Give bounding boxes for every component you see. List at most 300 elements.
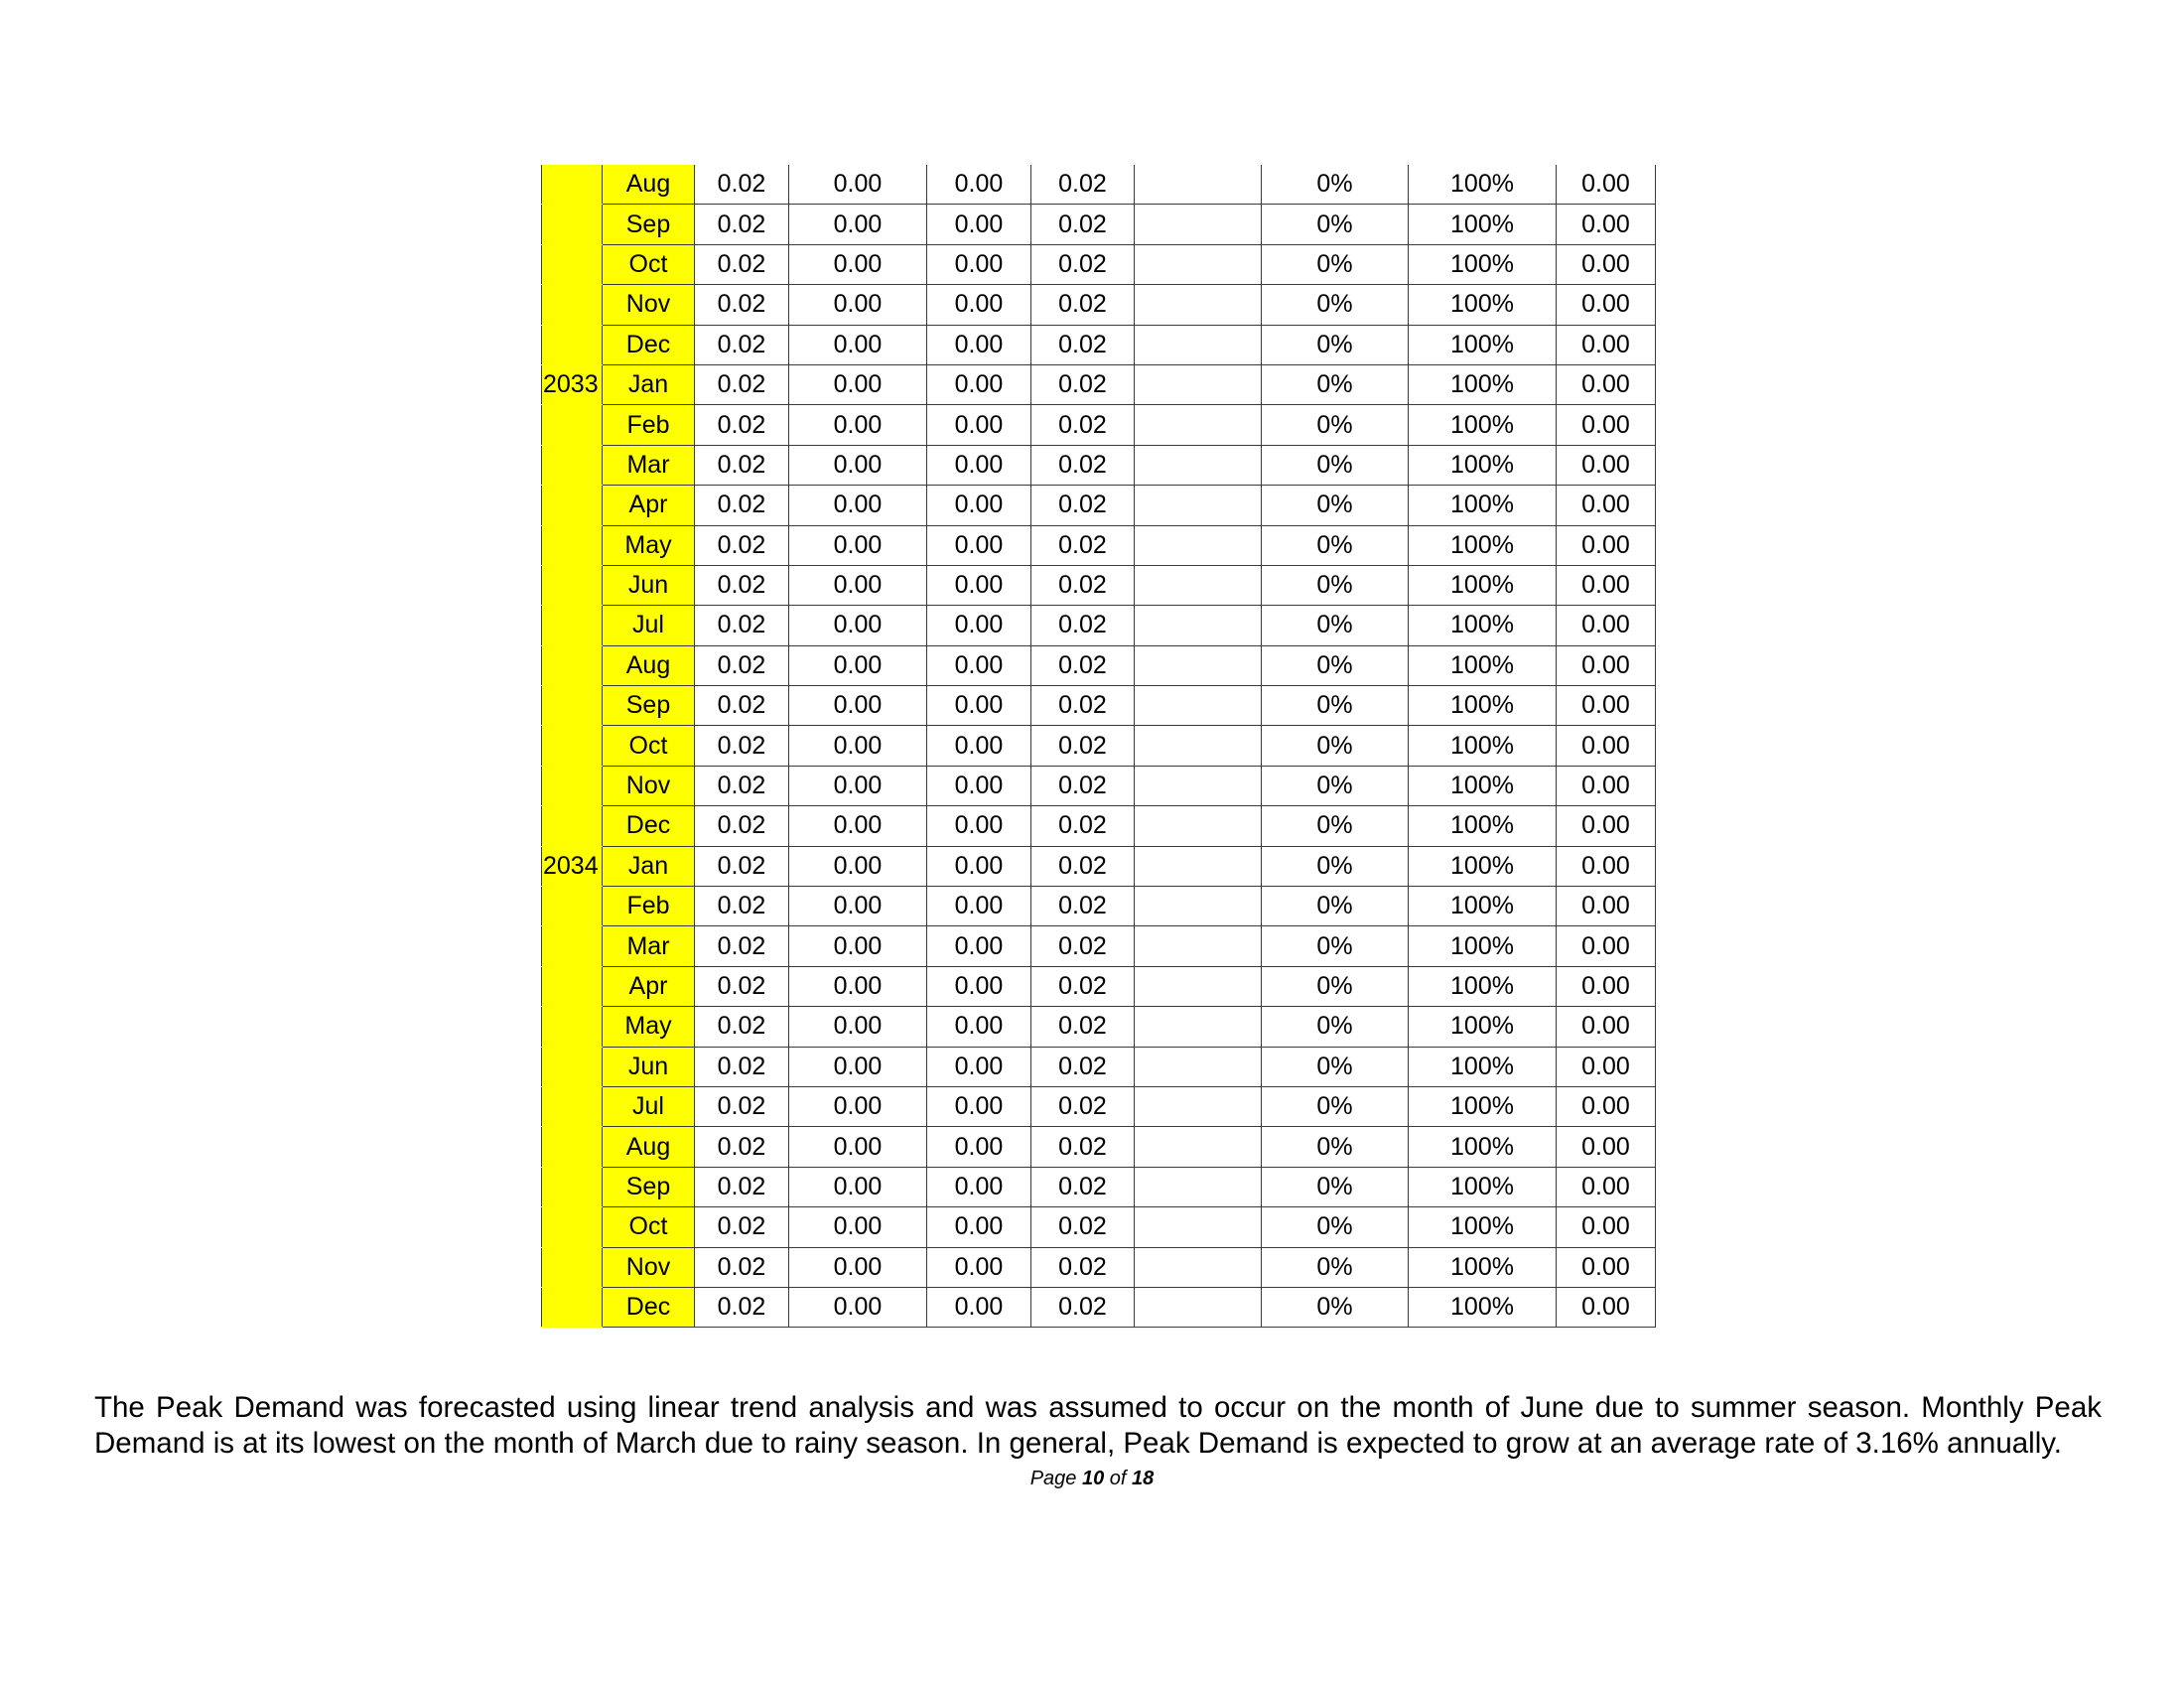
value-cell: 0.00 [927, 1287, 1031, 1327]
value-cell: 100% [1409, 1086, 1557, 1126]
table-row [542, 486, 1656, 525]
value-cell: 100% [1409, 1207, 1557, 1247]
value-cell: 100% [1409, 1167, 1557, 1206]
value-cell: 100% [1409, 806, 1557, 846]
value-cell: 0.02 [695, 1207, 789, 1247]
year-cell [542, 1127, 603, 1167]
value-cell: 0% [1262, 926, 1409, 966]
forecast-table-container [541, 165, 1656, 1328]
value-cell: 0.00 [1557, 606, 1656, 645]
value-cell: 0.00 [1557, 165, 1656, 205]
value-cell: 0.00 [789, 1287, 927, 1327]
value-cell: 0% [1262, 565, 1409, 605]
value-cell: 0.02 [695, 966, 789, 1006]
value-cell: 0.02 [695, 1167, 789, 1206]
value-cell: 0.02 [1031, 1007, 1135, 1047]
value-cell: 0.00 [1557, 205, 1656, 244]
year-cell [542, 525, 603, 565]
value-cell: 0.00 [927, 806, 1031, 846]
value-cell [1135, 565, 1262, 605]
value-cell: 0.00 [1557, 1047, 1656, 1086]
value-cell: 0.02 [695, 1127, 789, 1167]
value-cell: 0.00 [789, 1007, 927, 1047]
value-cell: 0.00 [1557, 686, 1656, 726]
month-cell: Apr [603, 966, 695, 1006]
value-cell: 0.02 [1031, 1207, 1135, 1247]
month-cell: Dec [603, 1287, 695, 1327]
page-prefix: Page [1029, 1468, 1082, 1489]
value-cell [1135, 525, 1262, 565]
value-cell: 0.02 [1031, 846, 1135, 886]
value-cell: 100% [1409, 726, 1557, 766]
table-row [542, 325, 1656, 364]
value-cell: 0% [1262, 364, 1409, 404]
value-cell: 0.00 [927, 887, 1031, 926]
value-cell: 0.00 [927, 1247, 1031, 1287]
value-cell: 0.00 [1557, 1167, 1656, 1206]
value-cell: 0.00 [1557, 1007, 1656, 1047]
year-cell [542, 285, 603, 325]
value-cell [1135, 405, 1262, 445]
year-cell [542, 1247, 603, 1287]
value-cell: 100% [1409, 486, 1557, 525]
value-cell [1135, 766, 1262, 805]
table-row [542, 966, 1656, 1006]
value-cell: 0.00 [1557, 645, 1656, 685]
value-cell: 0.00 [1557, 325, 1656, 364]
value-cell: 0.02 [1031, 405, 1135, 445]
month-cell: Sep [603, 686, 695, 726]
year-cell [542, 1047, 603, 1086]
value-cell [1135, 606, 1262, 645]
value-cell: 0.02 [1031, 165, 1135, 205]
value-cell: 0% [1262, 766, 1409, 805]
month-cell: Aug [603, 645, 695, 685]
value-cell: 0% [1262, 525, 1409, 565]
value-cell: 0.02 [695, 405, 789, 445]
table-row [542, 205, 1656, 244]
value-cell: 0.00 [789, 846, 927, 886]
forecast-table [541, 165, 1656, 1328]
year-cell [542, 966, 603, 1006]
value-cell: 0.00 [789, 205, 927, 244]
value-cell: 0.02 [695, 565, 789, 605]
year-cell: 2034 [542, 846, 603, 886]
value-cell: 0.02 [1031, 606, 1135, 645]
value-cell: 0.02 [695, 645, 789, 685]
value-cell: 0% [1262, 1047, 1409, 1086]
month-cell: Feb [603, 405, 695, 445]
value-cell [1135, 645, 1262, 685]
value-cell: 0.00 [1557, 1086, 1656, 1126]
value-cell: 0.00 [927, 244, 1031, 284]
month-cell: Aug [603, 165, 695, 205]
value-cell: 0% [1262, 1007, 1409, 1047]
value-cell: 0.00 [927, 525, 1031, 565]
value-cell: 0% [1262, 806, 1409, 846]
value-cell: 0.00 [789, 1127, 927, 1167]
month-cell: Feb [603, 887, 695, 926]
value-cell: 0.00 [927, 1047, 1031, 1086]
value-cell: 0.02 [695, 846, 789, 886]
value-cell: 0.00 [789, 244, 927, 284]
value-cell: 0.00 [789, 325, 927, 364]
month-cell: Oct [603, 244, 695, 284]
month-cell: Apr [603, 486, 695, 525]
value-cell [1135, 1047, 1262, 1086]
value-cell: 0.00 [927, 1127, 1031, 1167]
page-current: 10 [1081, 1468, 1105, 1489]
table-row [542, 887, 1656, 926]
value-cell: 0% [1262, 205, 1409, 244]
year-cell [542, 486, 603, 525]
value-cell: 0.00 [1557, 1247, 1656, 1287]
value-cell: 0% [1262, 606, 1409, 645]
value-cell: 0.02 [1031, 364, 1135, 404]
value-cell: 0.02 [1031, 726, 1135, 766]
month-cell: Jul [603, 606, 695, 645]
value-cell: 100% [1409, 525, 1557, 565]
value-cell: 100% [1409, 1127, 1557, 1167]
value-cell: 0.00 [1557, 1207, 1656, 1247]
month-cell: Jul [603, 1086, 695, 1126]
value-cell: 0.02 [1031, 766, 1135, 805]
year-cell [542, 205, 603, 244]
value-cell: 100% [1409, 1047, 1557, 1086]
year-cell [542, 926, 603, 966]
value-cell: 0% [1262, 1086, 1409, 1126]
value-cell: 0.02 [1031, 525, 1135, 565]
body-paragraph: The Peak Demand was forecasted using linear trend analysis and was assumed to occur on the month of June due to summer season. Monthly Peak Demand is at its lowest on the month of March due to rainy season. In general, Peak Demand is expected to grow at an average rate of 3.16% annually. [94, 1390, 2102, 1460]
month-cell: Oct [603, 1207, 695, 1247]
value-cell: 0.00 [927, 966, 1031, 1006]
value-cell: 100% [1409, 1007, 1557, 1047]
table-row [542, 1207, 1656, 1247]
month-cell: Aug [603, 1127, 695, 1167]
value-cell: 0.00 [789, 806, 927, 846]
table-row [542, 766, 1656, 805]
year-cell [542, 325, 603, 364]
value-cell: 0.00 [927, 1007, 1031, 1047]
value-cell: 0.02 [1031, 285, 1135, 325]
value-cell: 0.02 [695, 887, 789, 926]
value-cell [1135, 486, 1262, 525]
value-cell: 0.00 [789, 445, 927, 485]
value-cell: 0.00 [789, 1247, 927, 1287]
value-cell: 0% [1262, 966, 1409, 1006]
value-cell: 0.02 [695, 165, 789, 205]
month-cell: Nov [603, 1247, 695, 1287]
table-row [542, 806, 1656, 846]
value-cell: 0% [1262, 486, 1409, 525]
value-cell: 0% [1262, 1247, 1409, 1287]
table-row [542, 1247, 1656, 1287]
year-cell [542, 165, 603, 205]
value-cell: 0.00 [1557, 887, 1656, 926]
month-cell: Nov [603, 285, 695, 325]
value-cell: 0.00 [789, 1207, 927, 1247]
month-cell: Oct [603, 726, 695, 766]
year-cell [542, 1287, 603, 1327]
table-row [542, 285, 1656, 325]
value-cell: 0.00 [1557, 405, 1656, 445]
value-cell: 0% [1262, 1287, 1409, 1327]
year-cell [542, 686, 603, 726]
value-cell: 0.00 [789, 565, 927, 605]
table-row [542, 525, 1656, 565]
year-cell [542, 806, 603, 846]
value-cell [1135, 726, 1262, 766]
value-cell [1135, 1127, 1262, 1167]
value-cell: 0.02 [695, 766, 789, 805]
year-cell [542, 1007, 603, 1047]
value-cell: 0% [1262, 165, 1409, 205]
value-cell: 0% [1262, 846, 1409, 886]
value-cell: 0.00 [927, 285, 1031, 325]
value-cell: 100% [1409, 1287, 1557, 1327]
value-cell: 0.00 [789, 525, 927, 565]
table-row [542, 445, 1656, 485]
table-row [542, 606, 1656, 645]
value-cell: 0% [1262, 645, 1409, 685]
month-cell: Jan [603, 364, 695, 404]
value-cell: 0.00 [927, 1086, 1031, 1126]
value-cell: 100% [1409, 285, 1557, 325]
value-cell: 100% [1409, 766, 1557, 805]
value-cell: 0.00 [927, 405, 1031, 445]
value-cell: 100% [1409, 686, 1557, 726]
value-cell: 0.00 [927, 165, 1031, 205]
value-cell: 100% [1409, 364, 1557, 404]
value-cell: 100% [1409, 325, 1557, 364]
value-cell [1135, 364, 1262, 404]
table-row [542, 1127, 1656, 1167]
value-cell: 0.00 [927, 486, 1031, 525]
table-row [542, 926, 1656, 966]
value-cell: 0.00 [789, 887, 927, 926]
value-cell: 0.00 [927, 1167, 1031, 1206]
value-cell: 0.00 [1557, 846, 1656, 886]
value-cell: 0.00 [927, 726, 1031, 766]
value-cell: 0.00 [789, 606, 927, 645]
value-cell [1135, 966, 1262, 1006]
value-cell [1135, 325, 1262, 364]
table-row [542, 565, 1656, 605]
value-cell: 0.02 [1031, 645, 1135, 685]
year-cell [542, 1207, 603, 1247]
month-cell: Mar [603, 445, 695, 485]
value-cell: 0% [1262, 285, 1409, 325]
year-cell [542, 244, 603, 284]
value-cell: 0% [1262, 244, 1409, 284]
value-cell: 100% [1409, 966, 1557, 1006]
value-cell: 0.02 [695, 686, 789, 726]
value-cell: 0.02 [1031, 244, 1135, 284]
value-cell: 0.00 [789, 1047, 927, 1086]
value-cell: 0.00 [789, 1167, 927, 1206]
table-row [542, 1007, 1656, 1047]
value-cell: 0.02 [1031, 686, 1135, 726]
month-cell: Mar [603, 926, 695, 966]
value-cell [1135, 244, 1262, 284]
month-cell: May [603, 525, 695, 565]
page-total: 18 [1132, 1468, 1155, 1489]
value-cell: 0% [1262, 726, 1409, 766]
table-row [542, 1287, 1656, 1327]
value-cell: 0.00 [1557, 285, 1656, 325]
value-cell: 0.02 [1031, 1247, 1135, 1287]
value-cell: 0.02 [1031, 325, 1135, 364]
value-cell: 0.00 [1557, 766, 1656, 805]
value-cell: 0.02 [1031, 806, 1135, 846]
value-cell: 0.00 [1557, 445, 1656, 485]
month-cell: Sep [603, 1167, 695, 1206]
value-cell: 0.02 [695, 726, 789, 766]
value-cell: 0.00 [927, 445, 1031, 485]
value-cell: 0.00 [1557, 806, 1656, 846]
value-cell: 0.00 [927, 645, 1031, 685]
value-cell: 0.00 [789, 645, 927, 685]
year-cell: 2033 [542, 364, 603, 404]
value-cell: 100% [1409, 405, 1557, 445]
value-cell: 0.00 [927, 606, 1031, 645]
year-cell [542, 445, 603, 485]
value-cell: 0.00 [789, 285, 927, 325]
value-cell: 0.00 [1557, 926, 1656, 966]
table-row [542, 645, 1656, 685]
table-row [542, 1086, 1656, 1126]
value-cell: 0.00 [927, 205, 1031, 244]
value-cell [1135, 1287, 1262, 1327]
value-cell: 0.00 [789, 405, 927, 445]
value-cell: 0.02 [695, 606, 789, 645]
value-cell [1135, 205, 1262, 244]
month-cell: May [603, 1007, 695, 1047]
value-cell [1135, 887, 1262, 926]
year-cell [542, 1086, 603, 1126]
table-row [542, 165, 1656, 205]
year-cell [542, 1167, 603, 1206]
value-cell: 0.00 [789, 766, 927, 805]
value-cell: 0.00 [1557, 565, 1656, 605]
table-row [542, 1167, 1656, 1206]
value-cell: 0.02 [695, 1007, 789, 1047]
value-cell: 0.00 [927, 766, 1031, 805]
value-cell: 0.02 [1031, 887, 1135, 926]
value-cell: 0% [1262, 325, 1409, 364]
table-row [542, 244, 1656, 284]
table-row [542, 1047, 1656, 1086]
year-cell [542, 645, 603, 685]
month-cell: Jan [603, 846, 695, 886]
value-cell [1135, 165, 1262, 205]
value-cell: 0.02 [695, 806, 789, 846]
table-row [542, 846, 1656, 886]
value-cell [1135, 846, 1262, 886]
value-cell: 0.00 [1557, 1287, 1656, 1327]
value-cell: 100% [1409, 244, 1557, 284]
value-cell: 0% [1262, 887, 1409, 926]
value-cell: 100% [1409, 1247, 1557, 1287]
value-cell: 0.00 [789, 686, 927, 726]
value-cell: 100% [1409, 926, 1557, 966]
value-cell: 0.02 [695, 445, 789, 485]
value-cell: 0.02 [1031, 1047, 1135, 1086]
value-cell: 0.00 [927, 926, 1031, 966]
value-cell: 0% [1262, 686, 1409, 726]
value-cell: 0.02 [695, 1247, 789, 1287]
value-cell: 0% [1262, 1207, 1409, 1247]
value-cell: 0.02 [695, 244, 789, 284]
value-cell: 0% [1262, 1167, 1409, 1206]
value-cell: 0.00 [789, 165, 927, 205]
value-cell: 100% [1409, 645, 1557, 685]
value-cell: 100% [1409, 565, 1557, 605]
table-row [542, 726, 1656, 766]
value-cell: 0% [1262, 445, 1409, 485]
value-cell: 0.00 [1557, 364, 1656, 404]
table-body [542, 165, 1656, 1328]
year-cell [542, 887, 603, 926]
value-cell [1135, 1207, 1262, 1247]
value-cell: 100% [1409, 165, 1557, 205]
value-cell: 0.00 [789, 364, 927, 404]
value-cell: 0.02 [1031, 1287, 1135, 1327]
value-cell: 100% [1409, 205, 1557, 244]
value-cell [1135, 806, 1262, 846]
value-cell: 0.02 [1031, 1127, 1135, 1167]
value-cell [1135, 445, 1262, 485]
value-cell: 0.02 [1031, 486, 1135, 525]
month-cell: Sep [603, 205, 695, 244]
value-cell: 0.02 [695, 525, 789, 565]
year-cell [542, 606, 603, 645]
value-cell: 0.00 [1557, 525, 1656, 565]
year-cell [542, 766, 603, 805]
value-cell: 0.00 [789, 486, 927, 525]
page-of: of [1104, 1468, 1133, 1489]
month-cell: Nov [603, 766, 695, 805]
value-cell: 0.00 [789, 926, 927, 966]
value-cell [1135, 686, 1262, 726]
month-cell: Jun [603, 565, 695, 605]
value-cell [1135, 1086, 1262, 1126]
year-cell [542, 405, 603, 445]
value-cell: 100% [1409, 887, 1557, 926]
value-cell: 0.02 [1031, 445, 1135, 485]
value-cell: 0.02 [1031, 1167, 1135, 1206]
page-number [0, 1468, 2184, 1490]
value-cell: 0.00 [927, 364, 1031, 404]
value-cell: 0.00 [927, 565, 1031, 605]
value-cell: 0.00 [1557, 726, 1656, 766]
value-cell: 0.02 [1031, 966, 1135, 1006]
value-cell: 0.02 [695, 205, 789, 244]
month-cell: Dec [603, 325, 695, 364]
value-cell: 0.02 [695, 325, 789, 364]
value-cell: 0.00 [927, 325, 1031, 364]
value-cell: 0.00 [789, 966, 927, 1006]
value-cell: 0.00 [927, 1207, 1031, 1247]
value-cell: 0.02 [695, 486, 789, 525]
value-cell [1135, 1167, 1262, 1206]
value-cell: 0.00 [927, 686, 1031, 726]
value-cell [1135, 926, 1262, 966]
value-cell: 0.02 [695, 926, 789, 966]
value-cell: 0.02 [1031, 1086, 1135, 1126]
table-row [542, 364, 1656, 404]
value-cell: 0.00 [1557, 966, 1656, 1006]
